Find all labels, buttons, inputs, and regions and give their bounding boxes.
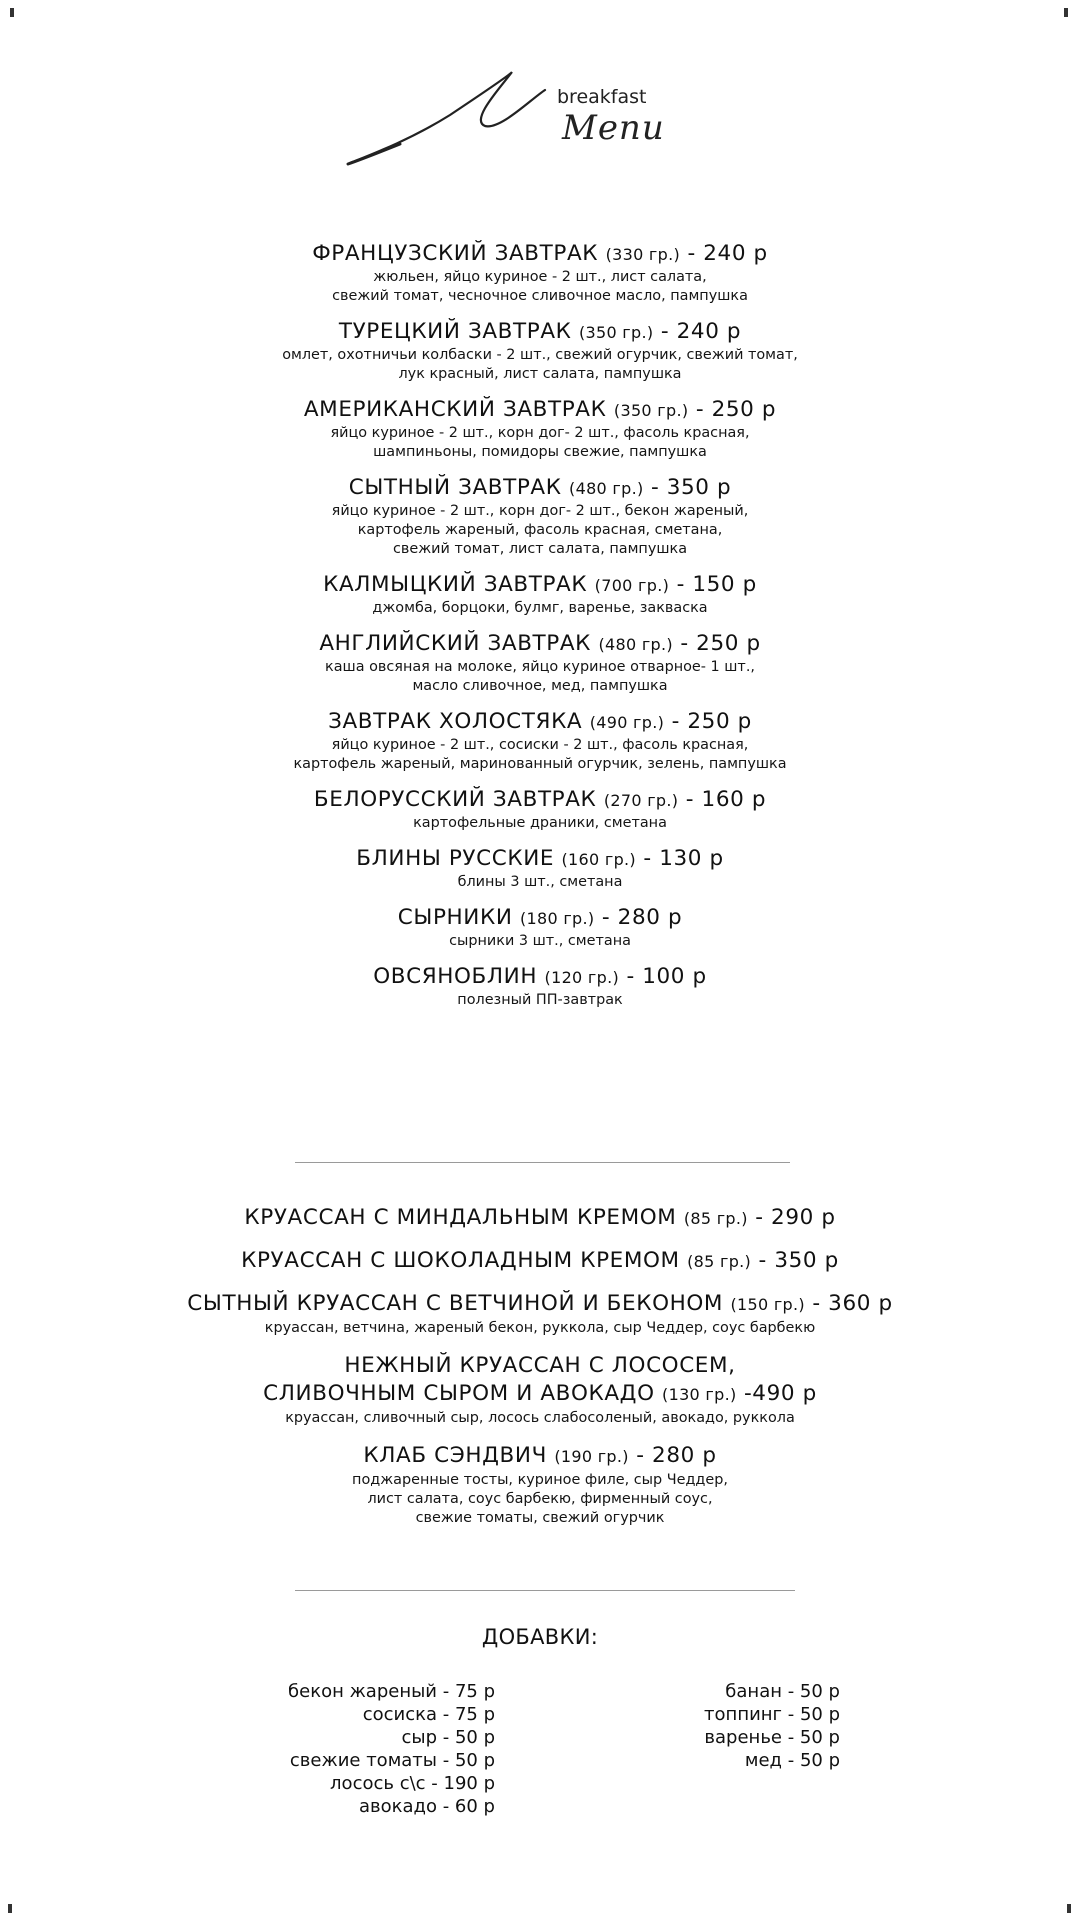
item-weight: (85 гр.) xyxy=(687,1252,752,1271)
item-description: шампиньоны, помидоры свежие, пампушка xyxy=(373,444,707,460)
item-description: джомба, борцоки, булмг, варенье, закваска xyxy=(372,600,708,616)
item-description: свежий томат, чесночное сливочное масло, пампушка xyxy=(332,288,748,304)
item-title-line xyxy=(150,1380,930,1409)
addons-left-column xyxy=(240,1680,495,1818)
item-name: БЛИНЫ РУССКИЕ xyxy=(356,846,555,871)
addon-item: банан - 50 р xyxy=(725,1681,840,1702)
menu-logo xyxy=(340,60,680,180)
item-price: - 290 р xyxy=(755,1205,836,1230)
item-price: - 250 р xyxy=(680,631,761,656)
item-description: лук красный, лист салата, пампушка xyxy=(398,366,682,382)
item-weight: (180 гр.) xyxy=(519,909,595,928)
logo-breakfast-text: breakfast xyxy=(557,86,647,108)
item-description: картофельные драники, сметана xyxy=(413,815,667,831)
item-description: масло сливочное, мед, пампушка xyxy=(412,678,668,694)
item-title-line xyxy=(150,786,930,814)
item-title-line xyxy=(150,963,930,991)
item-price: - 130 р xyxy=(643,846,724,871)
section-divider xyxy=(295,1162,790,1163)
item-description: лист салата, соус барбекю, фирменный соус, xyxy=(367,1491,713,1507)
menu-item xyxy=(150,708,930,774)
item-weight: (350 гр.) xyxy=(578,323,654,342)
item-name: СЫТНЫЙ КРУАССАН С ВЕТЧИНОЙ И БЕКОНОМ xyxy=(187,1291,724,1316)
item-description: каша овсяная на молоке, яйцо куриное отварное- 1 шт., xyxy=(325,659,755,675)
item-description: полезный ПП-завтрак xyxy=(457,992,623,1008)
item-title-line xyxy=(150,318,930,346)
item-title-line xyxy=(150,845,930,873)
item-name: СЫТНЫЙ ЗАВТРАК xyxy=(348,475,562,500)
item-name: ОВСЯНОБЛИН xyxy=(373,964,538,989)
menu-item xyxy=(150,396,930,462)
addons-title: ДОБАВКИ: xyxy=(481,1625,599,1649)
menu-item xyxy=(150,1442,930,1528)
item-title-line xyxy=(150,474,930,502)
menu-item xyxy=(150,786,930,833)
item-name: АНГЛИЙСКИЙ ЗАВТРАК xyxy=(319,631,592,656)
corner-mark xyxy=(1067,1904,1071,1913)
item-title-line xyxy=(150,1352,930,1380)
item-price: - 240 р xyxy=(660,319,742,344)
item-description: яйцо куриное - 2 шт., корн дог- 2 шт., бекон жареный, xyxy=(331,503,749,519)
menu-item xyxy=(150,240,930,306)
menu-item xyxy=(150,845,930,892)
item-description: картофель жареный, маринованный огурчик, зелень, пампушка xyxy=(293,756,787,772)
item-name: АМЕРИКАНСКИЙ ЗАВТРАК xyxy=(303,397,607,422)
item-price: - 280 р xyxy=(601,905,683,930)
item-name: КРУАССАН С ШОКОЛАДНЫМ КРЕМОМ xyxy=(241,1248,680,1273)
item-price: - 150 р xyxy=(676,572,757,597)
item-weight: (120 гр.) xyxy=(544,968,620,987)
addon-item: сыр - 50 р xyxy=(401,1727,495,1748)
item-title-line xyxy=(150,1442,930,1471)
item-weight: (480 гр.) xyxy=(598,635,673,654)
item-description: круассан, сливочный сыр, лосось слабосоленый, авокадо, руккола xyxy=(285,1410,795,1426)
item-weight: (270 гр.) xyxy=(603,791,679,810)
item-title-line xyxy=(150,1290,930,1319)
item-price: - 160 р xyxy=(685,787,767,812)
item-price: - 240 р xyxy=(687,241,768,266)
item-title-line xyxy=(150,904,930,932)
addons-right-column xyxy=(640,1680,840,1772)
item-weight: (85 гр.) xyxy=(683,1209,748,1228)
item-price: - 280 р xyxy=(636,1443,717,1468)
item-description: сырники 3 шт., сметана xyxy=(449,933,631,949)
item-price: - 350 р xyxy=(758,1248,839,1273)
item-name: СЫРНИКИ xyxy=(397,905,513,930)
item-description: свежие томаты, свежий огурчик xyxy=(415,1510,665,1526)
item-name: КРУАССАН С МИНДАЛЬНЫМ КРЕМОМ xyxy=(244,1205,677,1230)
item-weight: (130 гр.) xyxy=(662,1385,737,1404)
item-name: СЛИВОЧНЫМ СЫРОМ И АВОКАДО xyxy=(263,1381,655,1406)
item-description: омлет, охотничьи колбаски - 2 шт., свежий огурчик, свежий томат, xyxy=(282,347,798,363)
item-title-line xyxy=(150,1247,930,1276)
corner-mark xyxy=(1064,8,1068,17)
addon-item: бекон жареный - 75 р xyxy=(288,1681,495,1702)
item-description: жюльен, яйцо куриное - 2 шт., лист салата, xyxy=(373,269,707,285)
item-description: свежий томат, лист салата, пампушка xyxy=(392,541,688,557)
menu-item xyxy=(150,571,930,618)
item-weight: (330 гр.) xyxy=(605,245,681,264)
item-weight: (150 гр.) xyxy=(730,1295,805,1314)
item-price: - 360 р xyxy=(812,1291,893,1316)
corner-mark xyxy=(8,1904,12,1913)
addon-item: мед - 50 р xyxy=(744,1750,840,1771)
item-price: - 250 р xyxy=(695,397,777,422)
addon-item: сосиска - 75 р xyxy=(362,1704,495,1725)
breakfast-list xyxy=(150,240,930,1022)
item-weight: (350 гр.) xyxy=(613,401,689,420)
logo-menu-text: Menu xyxy=(562,108,665,148)
item-price: - 350 р xyxy=(650,475,732,500)
item-price: - 250 р xyxy=(671,709,752,734)
item-description: блины 3 шт., сметана xyxy=(457,874,623,890)
menu-item xyxy=(150,474,930,559)
addon-item: варенье - 50 р xyxy=(704,1727,840,1748)
item-name: ТУРЕЦКИЙ ЗАВТРАК xyxy=(338,319,572,344)
item-weight: (700 гр.) xyxy=(594,576,670,595)
item-price: - 100 р xyxy=(626,964,707,989)
menu-item xyxy=(150,318,930,384)
item-description: яйцо куриное - 2 шт., сосиски - 2 шт., фасоль красная, xyxy=(331,737,749,753)
addon-item: топпинг - 50 р xyxy=(704,1704,840,1725)
item-name: ЗАВТРАК ХОЛОСТЯКА xyxy=(328,709,583,734)
menu-item xyxy=(150,963,930,1010)
item-name: КАЛМЫЦКИЙ ЗАВТРАК xyxy=(323,572,588,597)
item-title-line xyxy=(150,1204,930,1233)
menu-item xyxy=(150,1247,930,1276)
addon-item: лосось с\с - 190 р xyxy=(330,1773,495,1794)
item-weight: (480 гр.) xyxy=(569,479,644,498)
menu-item xyxy=(150,630,930,696)
item-description: картофель жареный, фасоль красная, сметана, xyxy=(357,522,723,538)
item-description: яйцо куриное - 2 шт., корн дог- 2 шт., фасоль красная, xyxy=(330,425,750,441)
item-title-line xyxy=(150,396,930,424)
item-price: -490 р xyxy=(743,1381,817,1406)
item-name: ФРАНЦУЗСКИЙ ЗАВТРАК xyxy=(312,241,599,266)
menu-item xyxy=(150,1290,930,1338)
item-description: круассан, ветчина, жареный бекон, руккола, сыр Чеддер, соус барбекю xyxy=(264,1320,816,1336)
menu-item xyxy=(150,1204,930,1233)
item-title-line xyxy=(150,571,930,599)
croissant-list xyxy=(150,1204,930,1542)
item-title-line xyxy=(150,630,930,658)
item-description: поджаренные тосты, куриное филе, сыр Чеддер, xyxy=(352,1472,728,1488)
addon-item: свежие томаты - 50 р xyxy=(289,1750,495,1771)
item-name: БЕЛОРУССКИЙ ЗАВТРАК xyxy=(313,787,597,812)
item-name: НЕЖНЫЙ КРУАССАН С ЛОСОСЕМ, xyxy=(344,1353,736,1378)
item-name: КЛАБ СЭНДВИЧ xyxy=(363,1443,547,1468)
corner-mark xyxy=(10,8,14,17)
item-weight: (190 гр.) xyxy=(554,1447,629,1466)
menu-item xyxy=(150,1352,930,1428)
item-weight: (490 гр.) xyxy=(589,713,665,732)
item-weight: (160 гр.) xyxy=(561,850,636,869)
addon-item: авокадо - 60 р xyxy=(358,1796,495,1817)
item-title-line xyxy=(150,708,930,736)
item-title-line xyxy=(150,240,930,268)
menu-item xyxy=(150,904,930,951)
section-divider xyxy=(295,1590,795,1591)
